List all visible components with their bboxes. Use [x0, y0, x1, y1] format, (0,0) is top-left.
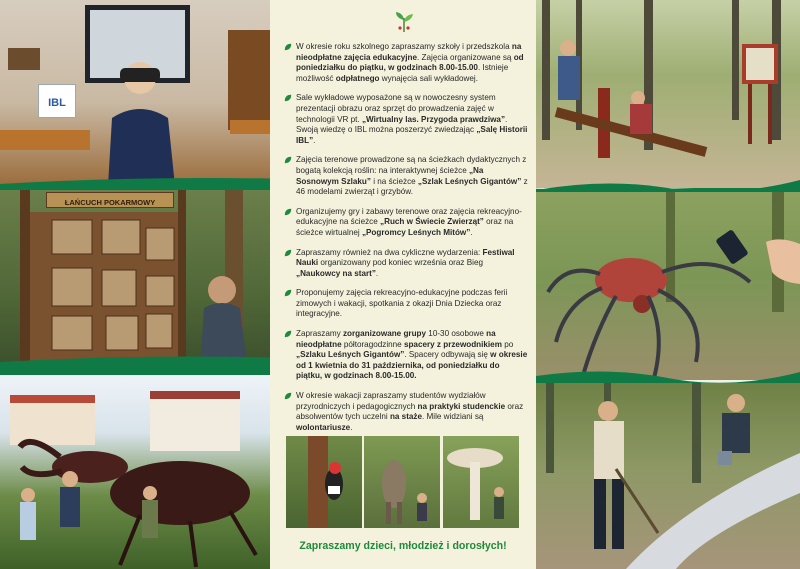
info-item-text: Zapraszamy	[296, 329, 343, 339]
tagline: Zapraszamy dzieci, młodzież i dorosłych!	[299, 540, 507, 552]
info-item-text: .	[375, 268, 379, 278]
info-item-text: wynajęcia sali wykładowej.	[379, 73, 478, 83]
info-item	[284, 288, 528, 320]
info-item-emphasis: „Salę Historii IBL”	[296, 125, 528, 145]
leaf-bullet-icon	[284, 392, 292, 400]
photo-vr-classroom	[0, 0, 270, 186]
leaf-bullet-icon	[284, 330, 292, 338]
info-item-text: .	[350, 422, 353, 432]
info-item-text: . Mile widziani są	[422, 412, 484, 422]
info-item-text: oraz absolwentów tych uczelni	[296, 401, 524, 422]
leaf-bullet-icon	[284, 208, 292, 216]
info-item-emphasis: spacery z przewodnikiem	[403, 339, 502, 349]
leaf-bullet-icon	[284, 94, 292, 102]
info-item-emphasis: od poniedziałku do piątku, w godzinach 8.00-15.00	[296, 52, 524, 73]
info-item-emphasis: zorganizowane grupy	[342, 329, 427, 339]
info-item-text: Organizujemy gry i zabawy terenowe oraz zajęcia rekreacyjno-edukacyjne na ścieżce	[296, 206, 522, 227]
info-item-emphasis: „Wirtualny las. Przygoda prawdziwa”	[361, 114, 506, 124]
info-item	[284, 329, 528, 382]
info-item-text: 10-30 osobowe	[426, 329, 487, 339]
info-item	[284, 207, 528, 239]
info-item-emphasis: na staże	[389, 412, 423, 422]
info-item-text: . Swoją wiedzę o IBL można poszerzyć zwiedzając	[296, 114, 508, 135]
info-item-text: po	[501, 339, 514, 349]
info-item-text: oraz na ścieżce wirtualnej	[296, 217, 514, 237]
info-list	[284, 42, 528, 442]
info-item-emphasis: Festiwal Nauki	[296, 247, 515, 268]
info-item-emphasis: na praktyki studenckie	[417, 401, 506, 411]
thumb-boar-model	[364, 436, 440, 528]
info-item	[284, 155, 528, 197]
ibl-sign	[38, 84, 76, 118]
info-item-text: Zajęcia terenowe prowadzone są na ścieżkach dydaktycznych z bogatą kolekcją roślin: na interaktywnej ścieżce	[296, 155, 527, 175]
food-chain-sign-text: ŁAŃCUCH POKARMOWY	[64, 198, 156, 207]
info-item-text: Zapraszamy również na dwa cykliczne wydarzenia:	[296, 247, 483, 257]
info-item-emphasis: „Pogromcy Leśnych Mitów”	[361, 227, 471, 237]
leaf-bullet-icon	[284, 156, 292, 164]
thumb-woodpecker	[286, 436, 362, 528]
info-item-text: i na ścieżce	[370, 176, 418, 186]
info-item-emphasis: w okresie od 1 kwietnia do 31 października, od poniedziałku do piątku, w godzinach 8.00-15.00.	[296, 350, 528, 381]
leaf-bullet-icon	[284, 249, 292, 257]
photo-stag-beetle-model	[0, 375, 270, 569]
thumb-mushroom-model	[443, 436, 519, 528]
info-item	[284, 248, 528, 280]
info-item-text: półtoragodzinne	[341, 339, 404, 349]
food-chain-sign	[46, 192, 174, 208]
photo-tick-model	[536, 192, 800, 380]
info-item-text: .	[313, 135, 316, 145]
info-item-emphasis: na nieodpłatne zajęcia edukacyjne	[296, 42, 522, 62]
photo-seesaw-playground	[536, 0, 800, 188]
photo-path-building	[536, 383, 800, 569]
info-item-emphasis: „Szlaku Leśnych Gigantów”	[296, 350, 405, 360]
info-item-text: Proponujemy zajęcia rekreacyjno-edukacyjne podczas ferii zimowych i wakacji, spotkania z okazji Dnia Dziecka oraz integracyjne.	[296, 288, 508, 319]
info-item-text: Sale wykładowe wyposażone są w nowoczesny system prezentacji obrazu oraz sprzęt do prowadzenia zajęć w technologii VR pt.	[296, 93, 496, 124]
leaf-bullet-icon	[284, 43, 292, 51]
info-item-emphasis: wolontariusze	[296, 422, 351, 432]
info-item-text: organizowany pod koniec września oraz Bieg	[318, 258, 483, 268]
info-item	[284, 42, 528, 84]
info-item-emphasis: „Naukowcy na start”	[296, 268, 376, 278]
info-item	[284, 391, 528, 433]
leaf-bullet-icon	[284, 289, 292, 297]
info-item	[284, 93, 528, 146]
leaf-logo-icon	[392, 10, 416, 34]
info-item-text: . Istnieje możliwość	[296, 63, 509, 83]
info-item-text: z 46 modelami zwierząt i grzybów.	[296, 176, 528, 197]
info-item-text: W okresie roku szkolnego zapraszamy szkoły i przedszkola	[296, 42, 512, 51]
info-item-emphasis: na nieodpłatne	[296, 329, 496, 349]
info-item-emphasis: odpłatnego	[335, 73, 380, 83]
info-item-text: W okresie wakacji zapraszamy studentów wydziałów przyrodniczych i pedagogicznych	[296, 391, 486, 411]
info-item-emphasis: „Ruch w Świecie Zwierząt”	[380, 217, 484, 227]
info-item-emphasis: „Na Sosnowym Szlaku”	[296, 165, 484, 186]
ibl-sign-text: IBL	[48, 97, 66, 109]
photo-food-chain-board	[0, 190, 270, 372]
info-item-emphasis: „Szlak Leśnych Gigantów”	[417, 176, 522, 186]
info-item-text: . Spacery odbywają się	[404, 350, 491, 360]
info-item-text: . Zajęcia organizowane są	[417, 52, 514, 62]
info-item-text: .	[470, 227, 473, 237]
